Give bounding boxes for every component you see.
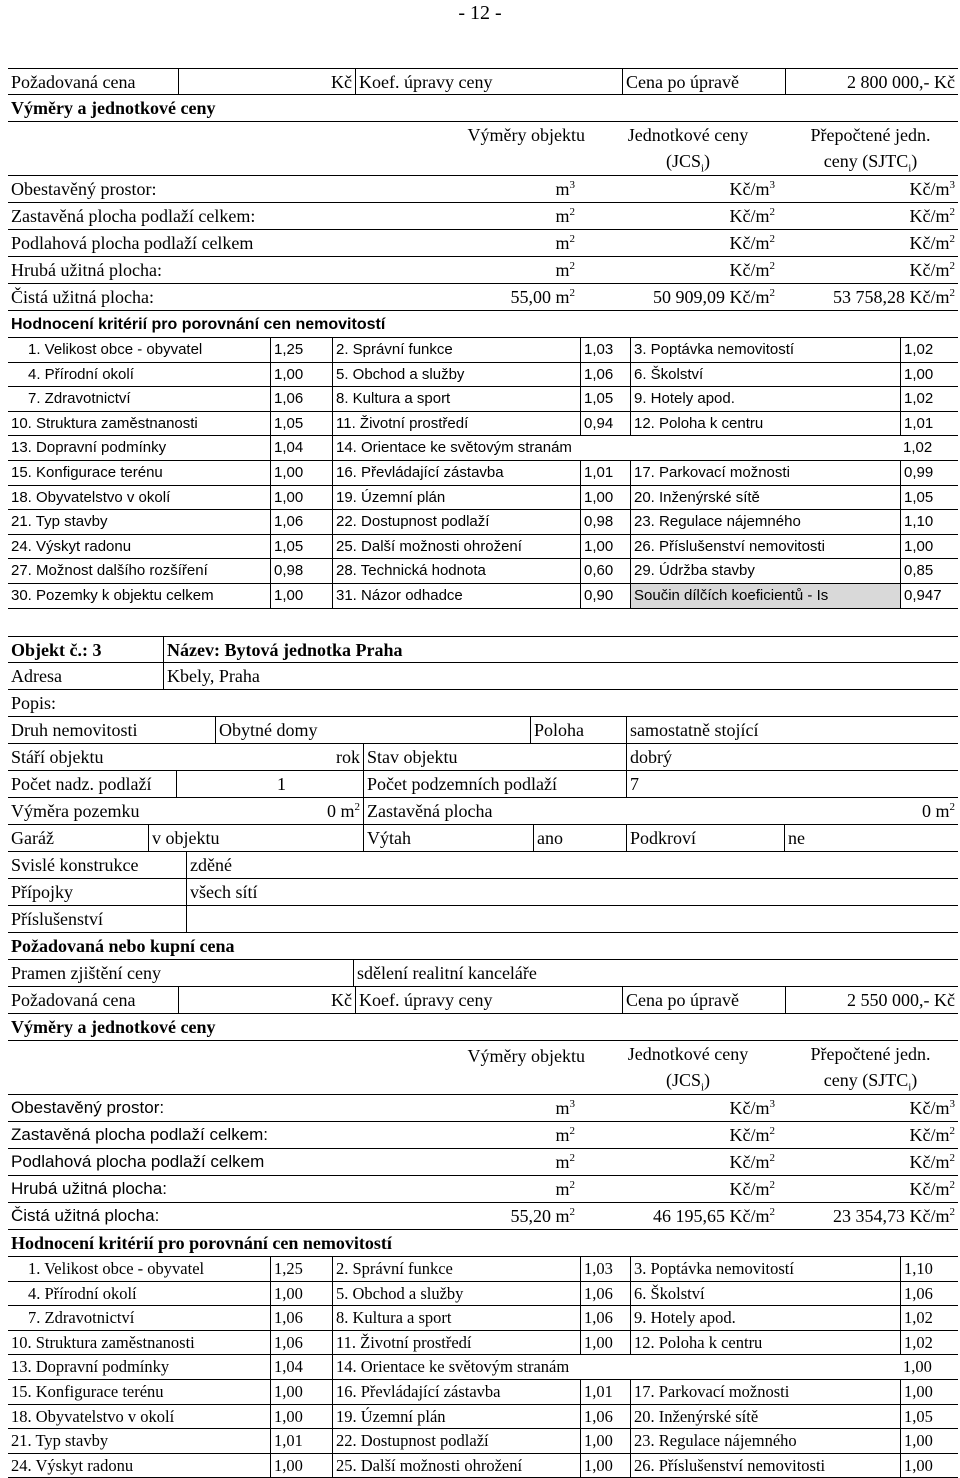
criteria-cell: 1,25 <box>270 338 332 362</box>
criteria-cell: 1,00 <box>270 1454 332 1478</box>
row-zastavena <box>8 1122 958 1149</box>
vymery-header: Výměry a jednotkové ceny <box>11 98 216 118</box>
price-after: 2 800 000,- Kč <box>785 69 958 94</box>
pramen-row <box>8 960 958 987</box>
druh-value: Obytné domy <box>215 717 530 743</box>
zast-value: 0 $m^2$ <box>921 801 955 821</box>
col-jcs: Jednotkové ceny $(JCS_i)$ <box>627 1044 749 1094</box>
criteria-header-row <box>8 1230 958 1257</box>
row-label: Obestavěný prostor: <box>11 179 157 199</box>
col-sjtc: Přepočtené jedn. ceny $(SJTC_i)$ <box>810 125 931 175</box>
criteria-cell: 1,04 <box>270 1355 332 1379</box>
block-2 <box>8 636 958 1478</box>
unit-cell: $m^3$ <box>555 179 575 199</box>
objekt-label: Objekt č.: 3 <box>11 640 102 660</box>
criteria-cell: 16. Převládající zástavba <box>332 461 580 485</box>
criteria-cell: 1,01 <box>900 412 958 436</box>
after-label: Cena po úpravě <box>622 69 785 94</box>
pozemek-row <box>8 798 958 825</box>
podkrovi-label: Podkroví <box>626 825 784 851</box>
unit-cell: $Kč/m^2$ <box>729 233 775 253</box>
criteria-cell: 1,05 <box>580 387 630 411</box>
criteria-cell: 1,05 <box>270 412 332 436</box>
druh-label: Druh nemovitosti <box>11 720 138 740</box>
criteria-cell: 27. Možnost dalšího rozšíření <box>11 562 208 580</box>
unit-cell: $Kč/m^2$ <box>909 206 955 226</box>
pripojky-row <box>8 879 958 906</box>
vymery-cols-row <box>8 122 958 176</box>
cista-sjtc: 53 758,28 $Kč/m^2$ <box>833 287 955 307</box>
criteria-cell: 1,02 <box>900 1331 958 1355</box>
unit-cell: $Kč/m^2$ <box>729 1152 775 1172</box>
criteria-table-1 <box>8 338 958 609</box>
col-sjtc: Přepočtené jedn. ceny $(SJTC_i)$ <box>810 1044 931 1094</box>
popis-row <box>8 690 958 717</box>
pripojky-label: Přípojky <box>11 882 74 902</box>
criteria-cell: 24. Výskyt radonu <box>11 1455 134 1475</box>
unit-cell: $Kč/m^3$ <box>729 179 775 199</box>
product-value: 0,947 <box>900 584 958 608</box>
unit-cell: $Kč/m^2$ <box>729 1125 775 1145</box>
criteria-cell: 1,00 <box>900 1380 958 1404</box>
podlazi-row <box>8 771 958 798</box>
criteria-row <box>8 584 958 609</box>
pozemek-label: Výměra pozemku <box>11 801 140 821</box>
criteria-cell: 1,00 <box>903 1357 932 1377</box>
row-label: Obestavěný prostor: <box>11 1098 165 1117</box>
col-vymery: Výměry objektu <box>467 125 585 145</box>
col-vymery: Výměry objektu <box>467 1046 585 1066</box>
criteria-cell: 1,00 <box>580 1429 630 1453</box>
unit-cell: $Kč/m^2$ <box>729 206 775 226</box>
pramen-label: Pramen zjištění ceny <box>11 963 161 983</box>
req-price-kc: Kč <box>178 987 355 1013</box>
criteria-cell: 1,01 <box>580 461 630 485</box>
svisle-label: Svislé konstrukce <box>11 855 139 875</box>
criteria-cell: 31. Názor odhadce <box>332 584 580 608</box>
row-obestaveny <box>8 176 958 203</box>
criteria-cell: 1,10 <box>900 1257 958 1281</box>
criteria-cell: 13. Dopravní podmínky <box>11 1357 170 1377</box>
criteria-cell: 4. Přírodní okolí <box>28 1283 137 1303</box>
criteria-cell: 1,00 <box>270 1380 332 1404</box>
row-zastavena <box>8 203 958 230</box>
criteria-row <box>8 363 958 388</box>
row-cista <box>8 1203 958 1230</box>
cista-vymera: 55,00 $m^2$ <box>510 287 575 307</box>
stav-label: Stav objektu <box>363 744 626 770</box>
unit-cell: $m^2$ <box>555 1125 575 1145</box>
criteria-cell: 1. Velikost obce - obyvatel <box>28 341 203 358</box>
svisle-value: zděné <box>186 852 958 878</box>
criteria-cell: 9. Hotely apod. <box>630 1306 900 1330</box>
unit-cell: $Kč/m^2$ <box>909 1179 955 1199</box>
kupni-header-row <box>8 933 958 960</box>
criteria-cell: 1,00 <box>900 1454 958 1478</box>
criteria-cell: 1,00 <box>270 584 332 608</box>
stari-row <box>8 744 958 771</box>
unit-cell: $Kč/m^2$ <box>909 1125 955 1145</box>
pozemek-value: 0 $m^2$ <box>326 801 360 821</box>
garaz-label: Garáž <box>11 828 54 848</box>
criteria-cell: 1,06 <box>580 363 630 387</box>
nadz-label: Počet nadz. podlaží <box>11 774 152 794</box>
criteria-cell: 1,01 <box>270 1429 332 1453</box>
criteria-cell: 1,02 <box>900 1306 958 1330</box>
criteria-cell: 23. Regulace nájemného <box>630 510 900 534</box>
unit-cell: $Kč/m^2$ <box>729 260 775 280</box>
price-row-2 <box>8 987 958 1014</box>
criteria-row <box>8 1306 958 1331</box>
criteria-cell: 26. Příslušenství nemovitosti <box>630 1454 900 1478</box>
criteria-cell: 4. Přírodní okolí <box>28 365 134 383</box>
criteria-cell: 10. Struktura zaměstnanosti <box>11 1332 195 1352</box>
criteria-cell: 0,90 <box>580 584 630 608</box>
criteria-cell: 12. Poloha k centru <box>630 1331 900 1355</box>
criteria-cell: 1,06 <box>580 1405 630 1429</box>
row-label: Čistá užitná plocha: <box>11 1206 160 1225</box>
row-cista <box>8 284 958 311</box>
unit-cell: $Kč/m^2$ <box>909 1152 955 1172</box>
pramen-value: sdělení realitní kanceláře <box>353 960 958 986</box>
stari-unit: rok <box>336 747 360 767</box>
row-label: Podlahová plocha podlaží celkem <box>11 1152 265 1171</box>
criteria-cell: 14. Orientace ke světovým stranám <box>332 1355 900 1379</box>
criteria-cell: 1,02 <box>903 439 933 457</box>
criteria-cell: 25. Další možnosti ohrožení <box>332 1454 580 1478</box>
criteria-cell: 8. Kultura a sport <box>332 387 580 411</box>
criteria-cell: 9. Hotely apod. <box>630 387 900 411</box>
unit-cell: $m^3$ <box>555 1098 575 1118</box>
criteria-row <box>8 461 958 486</box>
criteria-cell: 2. Správní funkce <box>332 338 580 362</box>
criteria-cell: 0,99 <box>900 461 958 485</box>
criteria-cell: 17. Parkovací možnosti <box>630 461 900 485</box>
criteria-cell: 1,00 <box>270 1282 332 1306</box>
zast-label: Zastavěná plocha <box>363 798 626 824</box>
criteria-cell: 12. Poloha k centru <box>630 412 900 436</box>
criteria-cell: 16. Převládající zástavba <box>332 1380 580 1404</box>
criteria-cell: 1,00 <box>270 363 332 387</box>
row-label: Hrubá užitná plocha: <box>11 1179 167 1198</box>
criteria-cell: 17. Parkovací možnosti <box>630 1380 900 1404</box>
pripojky-value: všech sítí <box>186 879 958 905</box>
cista-sjtc: 23 354,73 $Kč/m^2$ <box>833 1206 955 1226</box>
druh-row <box>8 717 958 744</box>
page-number: - 12 - <box>458 2 502 24</box>
row-podlahova <box>8 1149 958 1176</box>
criteria-cell: 21. Typ stavby <box>11 513 108 531</box>
product-label: Součin dílčích koeficientů - Is <box>630 584 900 608</box>
prislus-value <box>186 906 958 932</box>
criteria-cell: 19. Územní plán <box>332 486 580 510</box>
popis-label: Popis: <box>11 693 57 713</box>
criteria-row <box>8 1429 958 1454</box>
koef-label: Koef. úpravy ceny <box>355 69 622 94</box>
vymery-header-row <box>8 95 958 122</box>
adresa-value: Kbely, Praha <box>163 663 958 689</box>
vymery-header-row <box>8 1014 958 1041</box>
adresa-row <box>8 663 958 690</box>
row-label: Podlahová plocha podlaží celkem <box>11 233 254 253</box>
criteria-cell: 13. Dopravní podmínky <box>11 439 167 457</box>
criteria-cell: 1,01 <box>580 1380 630 1404</box>
unit-cell: $Kč/m^2$ <box>909 260 955 280</box>
row-label: Čistá užitná plocha: <box>11 287 154 307</box>
cista-vymera: 55,20 $m^2$ <box>510 1206 575 1226</box>
criteria-row <box>8 1405 958 1430</box>
prislus-row <box>8 906 958 933</box>
price-row <box>8 68 958 95</box>
criteria-row <box>8 1282 958 1307</box>
criteria-cell: 1,05 <box>270 535 332 559</box>
criteria-row <box>8 1380 958 1405</box>
vytah-label: Výtah <box>363 825 533 851</box>
criteria-cell: 2. Správní funkce <box>332 1257 580 1281</box>
block-1 <box>8 68 958 609</box>
criteria-cell: 1,04 <box>270 436 332 460</box>
criteria-cell: 0,98 <box>270 559 332 583</box>
koef-label: Koef. úpravy ceny <box>355 987 622 1013</box>
criteria-cell: 1. Velikost obce - obyvatel <box>28 1259 205 1278</box>
criteria-cell: 11. Životní prostředí <box>332 412 580 436</box>
criteria-cell: 1,00 <box>900 1429 958 1453</box>
criteria-cell: 22. Dostupnost podlaží <box>332 510 580 534</box>
unit-cell: $m^2$ <box>555 206 575 226</box>
criteria-cell: 5. Obchod a služby <box>332 363 580 387</box>
criteria-cell: 30. Pozemky k objektu celkem <box>11 586 214 604</box>
criteria-cell: 1,06 <box>270 1331 332 1355</box>
unit-cell: $m^2$ <box>555 1179 575 1199</box>
objekt-row <box>8 636 958 663</box>
criteria-cell: 1,00 <box>580 1454 630 1478</box>
criteria-row <box>8 1331 958 1356</box>
criteria-cell: 1,00 <box>900 363 958 387</box>
criteria-cell: 3. Poptávka nemovitostí <box>630 338 900 362</box>
criteria-cell: 0,60 <box>580 559 630 583</box>
criteria-cell: 1,05 <box>900 1405 958 1429</box>
criteria-table-2 <box>8 1257 958 1478</box>
podkrovi-value: ne <box>784 825 958 851</box>
req-price-label: Požadovaná cena <box>11 990 136 1010</box>
poloha-label: Poloha <box>530 717 626 743</box>
row-podlahova <box>8 230 958 257</box>
criteria-cell: 1,06 <box>580 1282 630 1306</box>
criteria-cell: 20. Inženýrské sítě <box>630 1405 900 1429</box>
criteria-cell: 1,06 <box>270 1306 332 1330</box>
criteria-cell: 1,02 <box>900 338 958 362</box>
criteria-cell: 6. Školství <box>630 1282 900 1306</box>
criteria-header: Hodnocení kritérií pro porovnání cen nemovitostí <box>11 316 386 333</box>
unit-cell: $Kč/m^3$ <box>909 1098 955 1118</box>
criteria-cell: 28. Technická hodnota <box>332 559 580 583</box>
criteria-row <box>8 436 958 461</box>
podz-label: Počet podzemních podlaží <box>363 771 626 797</box>
criteria-row <box>8 1257 958 1282</box>
criteria-cell: 3. Poptávka nemovitostí <box>630 1257 900 1281</box>
criteria-row <box>8 535 958 560</box>
criteria-header-row <box>8 311 958 338</box>
criteria-cell: 1,00 <box>270 486 332 510</box>
criteria-cell: 15. Konfigurace terénu <box>11 463 163 481</box>
criteria-cell: 18. Obyvatelstvo v okolí <box>11 1406 175 1426</box>
stari-label: Stáří objektu <box>11 747 104 767</box>
criteria-row <box>8 387 958 412</box>
criteria-cell: 0,94 <box>580 412 630 436</box>
criteria-cell: 19. Územní plán <box>332 1405 580 1429</box>
row-hruba <box>8 257 958 284</box>
criteria-row <box>8 1454 958 1478</box>
criteria-cell: 18. Obyvatelstvo v okolí <box>11 488 171 506</box>
cista-jcs: 46 195,65 $Kč/m^2$ <box>653 1206 775 1226</box>
row-label: Zastavěná plocha podlaží celkem: <box>11 206 256 226</box>
vymery-header: Výměry a jednotkové ceny <box>11 1017 216 1037</box>
stav-value: dobrý <box>626 744 958 770</box>
col-jcs: Jednotkové ceny $(JCS_i)$ <box>627 125 749 175</box>
criteria-cell: 20. Inženýrské sítě <box>630 486 900 510</box>
criteria-cell: 29. Údržba stavby <box>630 559 900 583</box>
unit-cell: $Kč/m^2$ <box>909 233 955 253</box>
criteria-header: Hodnocení kritérií pro porovnání cen nemovitostí <box>11 1233 392 1253</box>
unit-cell: $Kč/m^3$ <box>729 1098 775 1118</box>
criteria-cell: 5. Obchod a služby <box>332 1282 580 1306</box>
criteria-cell: 1,06 <box>580 1306 630 1330</box>
adresa-label: Adresa <box>11 666 62 686</box>
criteria-cell: 8. Kultura a sport <box>332 1306 580 1330</box>
criteria-cell: 1,00 <box>900 535 958 559</box>
vymery-cols-row <box>8 1041 958 1095</box>
after-label: Cena po úpravě <box>622 987 785 1013</box>
row-label: Hrubá užitná plocha: <box>11 260 162 280</box>
prislus-label: Příslušenství <box>11 909 104 929</box>
criteria-cell: 1,00 <box>270 461 332 485</box>
criteria-cell: 1,06 <box>900 1282 958 1306</box>
criteria-cell: 1,02 <box>900 387 958 411</box>
unit-cell: $m^2$ <box>555 233 575 253</box>
unit-cell: $Kč/m^3$ <box>909 179 955 199</box>
criteria-cell: 14. Orientace ke světovým stranám <box>332 436 900 460</box>
criteria-cell: 22. Dostupnost podlaží <box>332 1429 580 1453</box>
req-price-label: Požadovaná cena <box>11 72 136 92</box>
poloha-value: samostatně stojící <box>626 717 958 743</box>
criteria-cell: 7. Zdravotnictví <box>28 1308 135 1328</box>
nazev-label: Název: Bytová jednotka Praha <box>163 637 958 662</box>
podz-value: 7 <box>626 771 958 797</box>
criteria-cell: 21. Typ stavby <box>11 1431 109 1451</box>
criteria-row <box>8 412 958 437</box>
price-after: 2 550 000,- Kč <box>785 987 958 1013</box>
row-obestaveny <box>8 1095 958 1122</box>
garaz-row <box>8 825 958 852</box>
criteria-cell: 11. Životní prostředí <box>332 1331 580 1355</box>
criteria-row <box>8 510 958 535</box>
criteria-cell: 1,03 <box>580 338 630 362</box>
criteria-cell: 15. Konfigurace terénu <box>11 1381 164 1401</box>
criteria-cell: 1,00 <box>580 486 630 510</box>
kupni-header: Požadovaná nebo kupní cena <box>11 936 235 956</box>
criteria-cell: 1,03 <box>580 1257 630 1281</box>
garaz-value: v objektu <box>148 825 363 851</box>
criteria-row <box>8 559 958 584</box>
criteria-cell: 1,06 <box>270 510 332 534</box>
criteria-cell: 1,00 <box>580 1331 630 1355</box>
criteria-cell: 7. Zdravotnictví <box>28 390 131 408</box>
unit-cell: $m^2$ <box>555 260 575 280</box>
criteria-cell: 26. Příslušenství nemovitosti <box>630 535 900 559</box>
criteria-cell: 1,05 <box>900 486 958 510</box>
criteria-cell: 1,00 <box>270 1405 332 1429</box>
criteria-cell: 1,10 <box>900 510 958 534</box>
criteria-cell: 1,00 <box>580 535 630 559</box>
nadz-value: 1 <box>176 771 363 797</box>
criteria-row <box>8 486 958 511</box>
svisle-row <box>8 852 958 879</box>
unit-cell: $Kč/m^2$ <box>729 1179 775 1199</box>
criteria-cell: 6. Školství <box>630 363 900 387</box>
vytah-value: ano <box>533 825 626 851</box>
cista-jcs: 50 909,09 $Kč/m^2$ <box>653 287 775 307</box>
criteria-cell: 24. Výskyt radonu <box>11 537 132 555</box>
criteria-cell: 23. Regulace nájemného <box>630 1429 900 1453</box>
criteria-cell: 0,98 <box>580 510 630 534</box>
req-price-kc: Kč <box>178 69 355 94</box>
criteria-row <box>8 1355 958 1380</box>
row-label: Zastavěná plocha podlaží celkem: <box>11 1125 269 1144</box>
unit-cell: $m^2$ <box>555 1152 575 1172</box>
criteria-row <box>8 338 958 363</box>
criteria-cell: 1,06 <box>270 387 332 411</box>
criteria-cell: 25. Další možnosti ohrožení <box>332 535 580 559</box>
row-hruba <box>8 1176 958 1203</box>
criteria-cell: 1,25 <box>270 1257 332 1281</box>
criteria-cell: 10. Struktura zaměstnanosti <box>11 414 198 432</box>
criteria-cell: 0,85 <box>900 559 958 583</box>
